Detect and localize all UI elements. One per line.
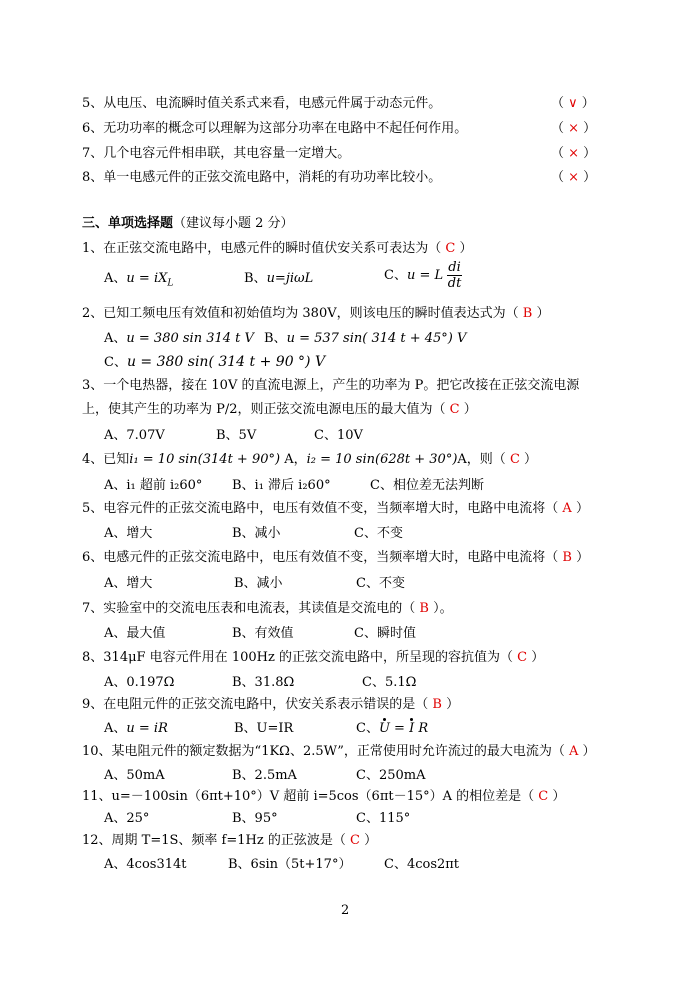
option-c: C、不变 <box>354 526 403 541</box>
question-stem: 8、314μF 电容元件用在 100Hz 的正弦交流电路中，所呈现的容抗值为（ <box>82 650 513 665</box>
question-3: 3、一个电热器，接在 10V 的直流电源上，产生的功率为 P。把它改接在正弦交流电源 <box>82 378 580 393</box>
option-c: C、250mA <box>356 768 426 783</box>
option-a: A、7.07V <box>104 428 165 443</box>
paren-close: ） <box>579 146 597 161</box>
answer-letter: C <box>538 789 549 804</box>
option-a: A、u = 380 sin 314 t V <box>104 331 254 346</box>
option-c: C、115° <box>356 811 411 826</box>
option-a: A、增大 <box>104 526 153 541</box>
tf-mark-8 <box>551 169 596 187</box>
option-c: C、U = I R <box>356 721 429 736</box>
option-c: C、4cos2πt <box>384 857 460 872</box>
answer-letter: A <box>569 744 579 759</box>
question-5 <box>82 500 589 518</box>
paren-close: ） <box>446 697 460 712</box>
section-heading <box>82 215 294 233</box>
question-2 <box>82 305 549 323</box>
question-stem: 6、电感元件的正弦交流电路中，电压有效值不变，当频率增大时，电路中电流将（ <box>82 550 559 565</box>
option-a: A、4cos314t <box>104 857 187 872</box>
tf-mark-6 <box>551 120 596 138</box>
section-note: （建议每小题 2 分） <box>173 216 294 231</box>
option-b: B、31.8Ω <box>232 675 295 690</box>
question-4: 4、已知i₁ = 10 sin(314t + 90°) A，i₂ = 10 sin(628t + 30°)A，则（ C ） <box>82 452 538 467</box>
question-3-continued <box>82 401 477 419</box>
answer-letter: B <box>419 601 429 616</box>
paren-close: ） <box>459 241 473 256</box>
option-a: A、最大值 <box>104 626 166 641</box>
question-stem: 1、在正弦交流电路中，电感元件的瞬时值伏安关系可表达为（ <box>82 241 442 256</box>
option-b: B、u = 537 sin( 314 t + 45°) V <box>264 331 467 346</box>
paren-close: ） <box>579 121 597 136</box>
option-b: B、5V <box>216 428 257 443</box>
option-a: A、25° <box>104 811 150 826</box>
paren-close: ） <box>582 744 596 759</box>
answer-letter: B <box>562 550 572 565</box>
question-7 <box>82 600 453 618</box>
question-10 <box>82 743 596 761</box>
option-b: B、6sin（5t+17°） <box>228 857 352 872</box>
question-6 <box>82 549 589 567</box>
tf-item-7: 7、几个电容元件相串联，其电容量一定增大。 <box>82 146 351 161</box>
paren-close: ） <box>552 789 566 804</box>
paren-close: ） <box>524 452 538 467</box>
paren-close: ） <box>576 550 590 565</box>
paren-open: （ <box>551 96 569 111</box>
option-b: B、95° <box>232 811 278 826</box>
question-12 <box>82 832 377 850</box>
paren-close: ） <box>364 833 378 848</box>
answer-letter: C <box>509 452 520 467</box>
current-expression-2: i₂ = 10 sin(628t + 30°) <box>306 452 458 467</box>
paren-close: ） <box>531 650 545 665</box>
option-c: C、10V <box>314 428 363 443</box>
option-b: B、u=jiωL <box>244 271 314 286</box>
question-stem: 7、实验室中的交流电压表和电流表，其读值是交流电的（ <box>82 601 416 616</box>
option-a: A、增大 <box>104 576 153 591</box>
derivative-fraction: $\frac{di}{dt}$ <box>447 260 462 291</box>
page-number: 2 <box>341 903 350 918</box>
paren-close: ） <box>536 306 550 321</box>
option-b: B、减小 <box>234 576 283 591</box>
question-1 <box>82 240 473 258</box>
paren-close: ） <box>579 170 597 185</box>
tf-item-5: 5、从电压、电流瞬时值关系式来看，电感元件属于动态元件。 <box>82 96 442 111</box>
question-8 <box>82 649 544 667</box>
question-9 <box>82 696 459 714</box>
answer-letter: C <box>445 241 456 256</box>
tf-answer-7: × <box>568 146 580 161</box>
answer-letter: A <box>562 501 572 516</box>
tf-item-8: 8、单一电感元件的正弦交流电路中，消耗的有功功率比较小。 <box>82 170 442 185</box>
paren-close: ）。 <box>433 601 453 616</box>
option-c: C、u = 380 sin( 314 t + 90 °) V <box>104 354 326 370</box>
option-b: B、有效值 <box>232 626 294 641</box>
answer-letter: C <box>349 833 360 848</box>
option-c: C、u = L $\frac{di}{dt}$ <box>384 260 462 291</box>
tf-mark-7 <box>551 145 596 163</box>
tf-mark-5 <box>551 95 595 113</box>
option-c: C、不变 <box>356 576 405 591</box>
tf-answer-6: × <box>568 121 580 136</box>
option-a: A、$u = iX_L$ <box>104 271 174 289</box>
question-stem: 11、u=－100sin（6πt+10°）V 超前 i=5cos（6πt－15°）A 的相位差是（ <box>82 789 535 804</box>
option-b: B、U=IR <box>234 721 294 736</box>
question-stem: 12、周期 T=1S、频率 f=1Hz 的正弦波是（ <box>82 833 346 848</box>
answer-letter: B <box>522 306 533 321</box>
option-c: C、5.1Ω <box>362 675 417 690</box>
paren-close: ） <box>463 402 477 417</box>
question-stem: 5、电容元件的正弦交流电路中，电压有效值不变，当频率增大时，电路中电流将（ <box>82 501 559 516</box>
option-b: B、i₁ 滞后 i₂60° <box>232 478 331 493</box>
paren-close: ） <box>575 501 589 516</box>
tf-item-6: 6、无功功率的概念可以理解为这部分功率在电路中不起任何作用。 <box>82 121 468 136</box>
option-a: A、u = iR <box>104 721 168 736</box>
question-stem: 10、某电阻元件的额定数据为“1KΩ、2.5W”，正常使用时允许流过的最大电流为（ <box>82 744 565 759</box>
paren-open: （ <box>551 170 569 185</box>
answer-letter: C <box>449 402 460 417</box>
question-stem: 上，使其产生的功率为 P/2，则正弦交流电源电压的最大值为（ <box>82 402 446 417</box>
tf-answer-5: ∨ <box>568 96 578 111</box>
option-c: C、瞬时值 <box>354 626 416 641</box>
question-stem: 9、在电阻元件的正弦交流电路中，伏安关系表示错误的是（ <box>82 697 429 712</box>
current-expression-1: i₁ = 10 sin(314t + 90°) <box>129 452 281 467</box>
paren-close: ） <box>577 96 595 111</box>
answer-letter: B <box>432 697 442 712</box>
option-b: B、减小 <box>232 526 281 541</box>
option-a: A、50mA <box>104 768 165 783</box>
question-11 <box>82 788 565 806</box>
option-b: B、2.5mA <box>232 768 297 783</box>
tf-answer-8: × <box>568 170 580 185</box>
section-title: 三、单项选择题 <box>82 216 174 231</box>
question-stem: 2、已知工频电压有效值和初始值均为 380V，则该电压的瞬时值表达式为（ <box>82 306 519 321</box>
option-a: A、i₁ 超前 i₂60° <box>104 478 203 493</box>
option-a: A、0.197Ω <box>104 675 175 690</box>
paren-open: （ <box>551 146 569 161</box>
answer-letter: C <box>517 650 528 665</box>
paren-open: （ <box>551 121 569 136</box>
option-c: C、相位差无法判断 <box>370 478 484 493</box>
